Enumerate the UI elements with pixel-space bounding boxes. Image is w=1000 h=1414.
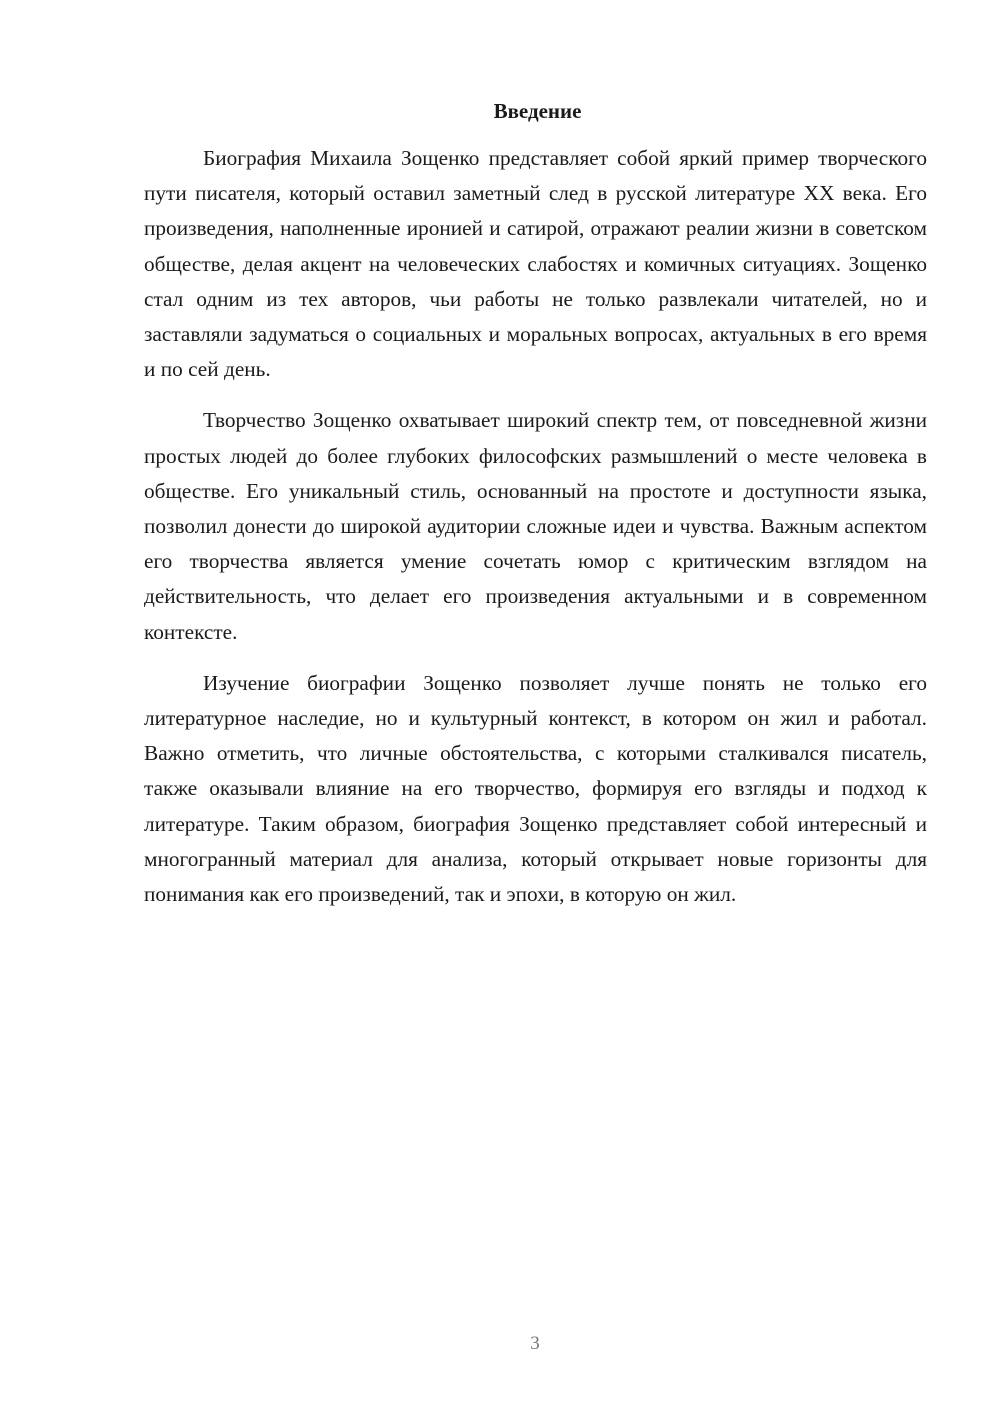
page-number: 3: [530, 1333, 540, 1354]
page-content: [144, 93, 927, 928]
paragraph-1: Биография Михаила Зощенко представляет собой яркий пример творческого пути писателя, который оставил заметный след в русской литературе XX века. Его произведения, наполненные иронией и сатирой, отражают реалии жизни в советском обществе, делая акцент на человеческих слабостях и комичных ситуациях. Зощенко стал одним из тех авторов, чьи работы не только развлекали читателей, но и заставляли задуматься о социальных и моральных вопросах, актуальных в его время и по сей день.: [144, 146, 927, 382]
section-heading: Введение: [493, 99, 582, 123]
paragraph-3: Изучение биографии Зощенко позволяет лучше понять не только его литературное наследие, но и культурный контекст, в котором он жил и работал. Важно отметить, что личные обстоятельства, с которыми сталкивался писатель, также оказывали влияние на его творчество, формируя его взгляды и подход к литературе. Таким образом, биография Зощенко представляет собой интересный и многогранный материал для анализа, который открывает новые горизонты для понимания как его произведений, так и эпохи, в которую он жил.: [144, 670, 927, 907]
paragraph-2: Творчество Зощенко охватывает широкий спектр тем, от повседневной жизни простых людей до более глубоких философских размышлений о месте человека в обществе. Его уникальный стиль, основанный на простоте и доступности языка, позволил донести до широкой аудитории сложные идеи и чувства. Важным аспектом его творчества является умение сочетать юмор с критическим взглядом на действительность, что делает его произведения актуальными и в современном контексте.: [144, 408, 927, 644]
